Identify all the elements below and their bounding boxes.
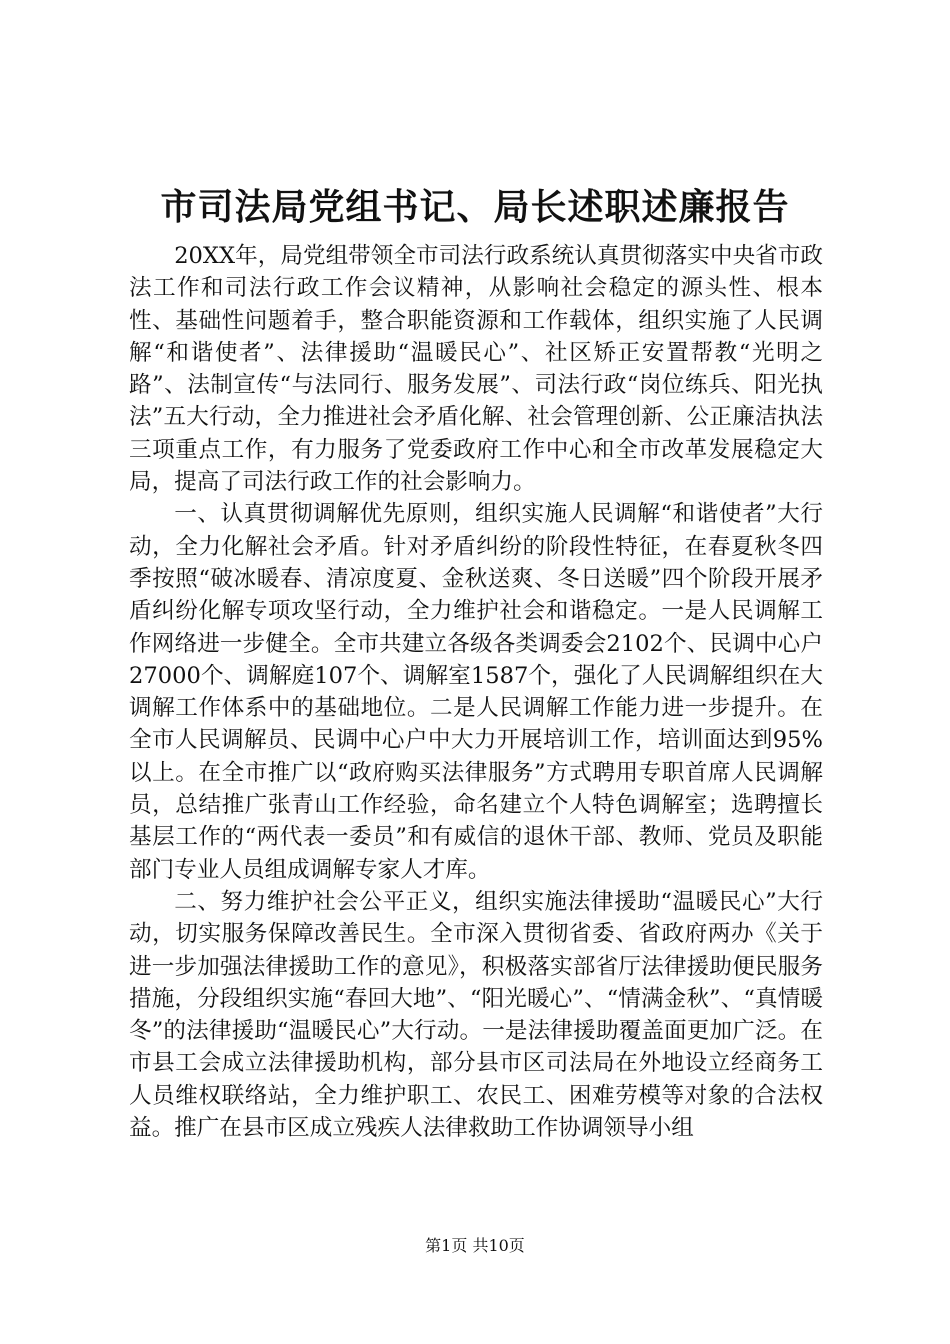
document-body (129, 240, 823, 1144)
paragraph-section-1: 一、认真贯彻调解优先原则，组织实施人民调解“和谐使者”大行动，全力化解社会矛盾。针对矛盾纠纷的阶段性特征，在春夏秋冬四季按照“破冰暖春、清凉度夏、金秋送爽、冬日送暖”四个阶段开展矛盾纠纷化解专项攻坚行动，全力维护社会和谐稳定。一是人民调解工作网络进一步健全。全市共建立各级各类调委会2102个、民调中心户27000个、调解庭107个、调解室1587个，强化了人民调解组织在大调解工作体系中的基础地位。二是人民调解工作能力进一步提升。在全市人民调解员、民调中心户中大力开展培训工作，培训面达到95%以上。在全市推广以“政府购买法律服务”方式聘用专职首席人民调解员，总结推广张青山工作经验，命名建立个人特色调解室；选聘擅长基层工作的“两代表一委员”和有威信的退休干部、教师、党员及职能部门专业人员组成调解专家人才库。 (129, 501, 823, 883)
document-title: 市司法局党组书记、局长述职述廉报告 (160, 186, 790, 228)
paragraph-section-2: 二、努力维护社会公平正义，组织实施法律援助“温暖民心”大行动，切实服务保障改善民生。全市深入贯彻省委、省政府两办《关于进一步加强法律援助工作的意见》，积极落实部省厅法律援助便民服务措施，分段组织实施“春回大地”、“阳光暖心”、“情满金秋”、“真情暖冬”的法律援助“温暖民心”大行动。一是法律援助覆盖面更加广泛。在市县工会成立法律援助机构，部分县市区司法局在外地设立经商务工人员维权联络站，全力维护职工、农民工、困难劳模等对象的合法权益。推广在县市区成立残疾人法律救助工作协调领导小组 (129, 888, 823, 1142)
page-number-footer: 第1页 共10页 (425, 1236, 525, 1255)
paragraph-intro: 20XX年，局党组带领全市司法行政系统认真贯彻落实中央省市政法工作和司法行政工作会议精神，从影响社会稳定的源头性、根本性、基础性问题着手，整合职能资源和工作载体，组织实施了人民调解“和谐使者”、法律援助“温暖民心”、社区矫正安置帮教“光明之路”、法制宣传“与法同行、服务发展”、司法行政“岗位练兵、阳光执法”五大行动，全力推进社会矛盾化解、社会管理创新、公正廉洁执法三项重点工作，有力服务了党委政府工作中心和全市改革发展稳定大局，提高了司法行政工作的社会影响力。 (129, 243, 823, 496)
